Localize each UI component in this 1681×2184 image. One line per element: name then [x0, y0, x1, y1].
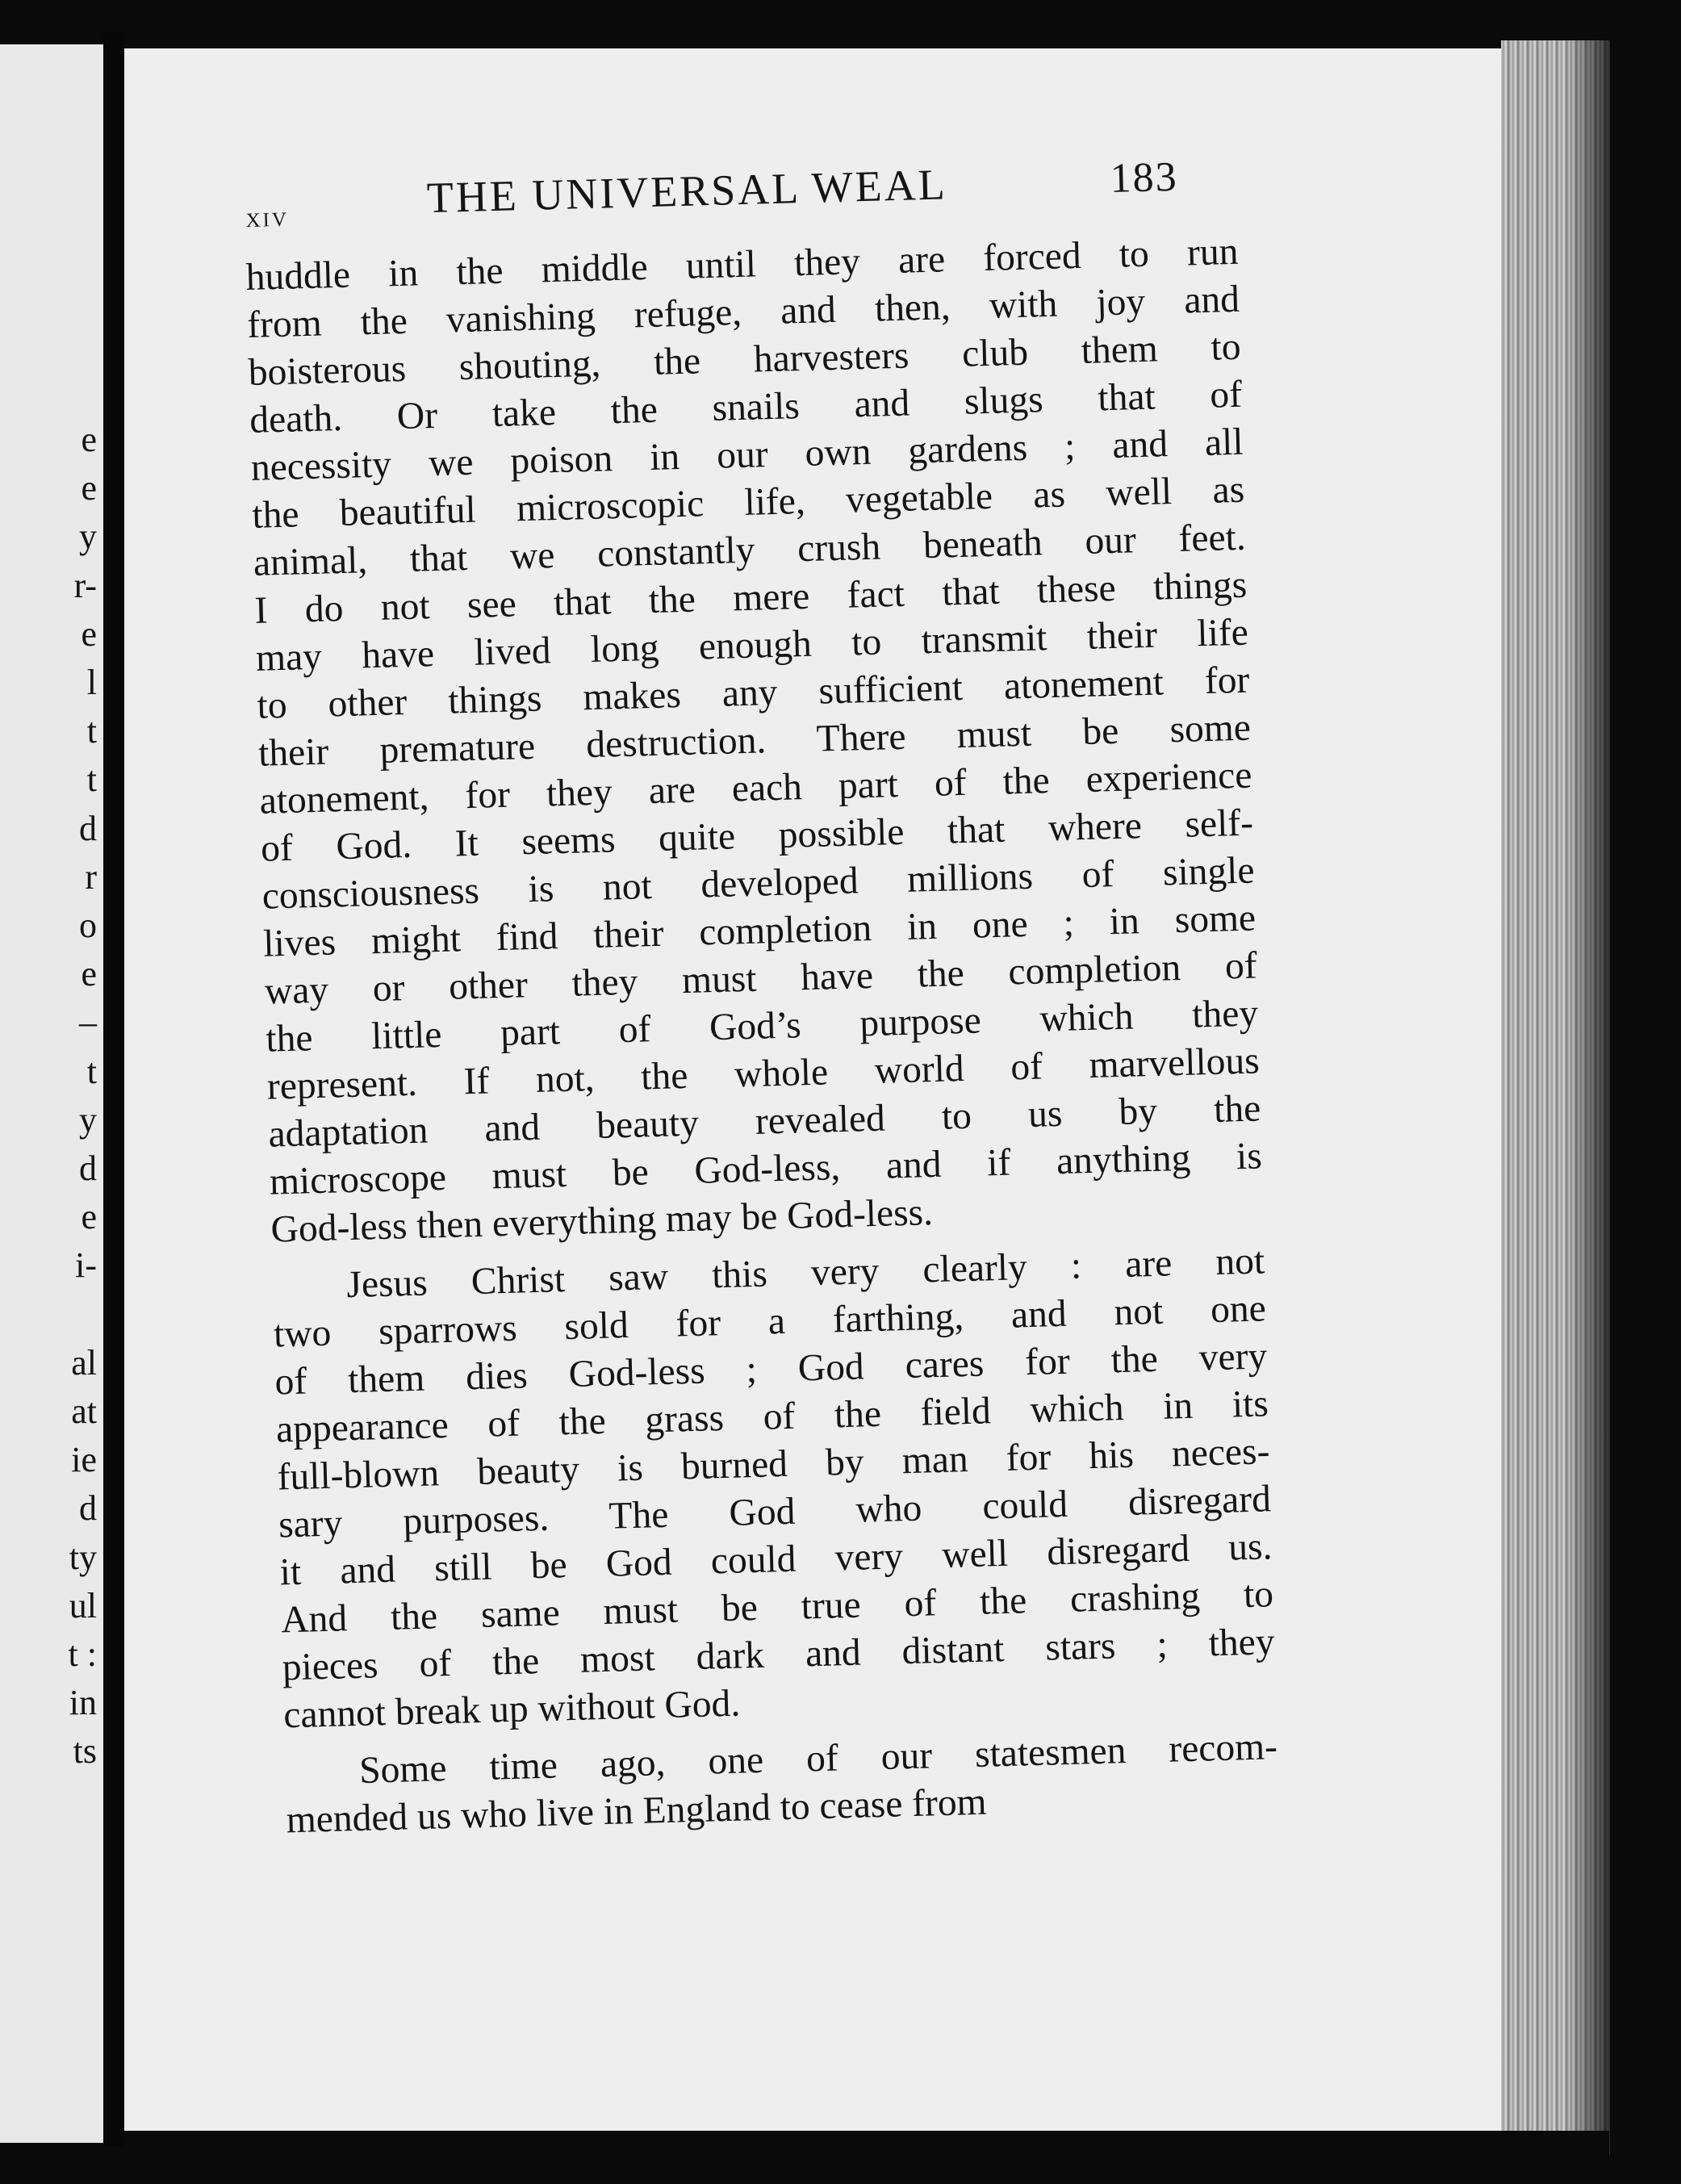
left-page-fragment: in [69, 1683, 97, 1722]
text-line: death. Or take the snails and slugs that of [249, 373, 1243, 441]
left-page-fragment: t : [68, 1634, 97, 1674]
left-page-fragment: e [81, 954, 97, 994]
book-gutter [103, 32, 124, 2147]
text-line: lives might find their completion in one ; in some [262, 897, 1257, 965]
text-line: And the same must be true of the crashing to [280, 1573, 1274, 1642]
paragraph [245, 228, 1264, 1254]
left-page-fragment: e [81, 420, 97, 459]
left-page-fragment: r- [73, 566, 97, 605]
text-line: mended us who live in England to cease from [286, 1780, 988, 1842]
text-line: Some time ago, one of our statesmen recom- [358, 1726, 1278, 1792]
text-line: pieces of the most dark and distant stars ; they [282, 1621, 1276, 1689]
paragraph [285, 1723, 1280, 1844]
text-line: the beautiful microscopic life, vegetable as well as [251, 468, 1245, 537]
text-line: sary purposes. The God who could disregard [278, 1478, 1272, 1546]
left-page-fragment: o [79, 906, 97, 945]
left-page-fragment: e [81, 1197, 97, 1236]
facing-page-left [0, 44, 103, 2143]
running-head [124, 125, 1512, 250]
left-page-fragment: l [86, 663, 97, 702]
text-line: adaptation and beauty revealed to us by the [267, 1087, 1261, 1156]
left-page-fragment: y [79, 517, 97, 556]
paragraph [272, 1237, 1277, 1739]
left-page-fragment: r [85, 857, 97, 897]
left-page-fragment: e [81, 468, 97, 508]
text-line: it and still be God could very well disregard us. [279, 1525, 1273, 1594]
left-page-fragment: d [79, 1148, 97, 1188]
text-line: necessity we poison in our own gardens ; and all [250, 420, 1244, 489]
left-page-fragment: ts [73, 1731, 97, 1771]
text-line: the little part of God’s purpose which they [265, 992, 1259, 1061]
text-line: God-less then everything may be God-less. [270, 1191, 934, 1251]
text-line: atonement, for they are each part of the experience [259, 754, 1253, 822]
text-line: represent. If not, the whole world of marvellous [266, 1040, 1261, 1108]
text-line: from the vanishing refuge, and then, with joy and [246, 278, 1240, 346]
text-line: two sparrows sold for a farthing, and not one [273, 1287, 1267, 1356]
text-line: may have lived long enough to transmit their life [255, 611, 1249, 680]
left-page-fragment: y [79, 1100, 97, 1140]
text-line: their premature destruction. There must be some [257, 706, 1252, 775]
left-page-fragment: d [79, 1488, 97, 1528]
text-line: animal, that we constantly crush beneath our feet. [253, 516, 1247, 584]
left-page-fragment: – [79, 1002, 97, 1042]
running-title: THE UNIVERSAL WEAL [426, 160, 948, 223]
chapter-number: xiv [245, 199, 290, 234]
text-line: appearance of the grass of the field which in its [275, 1383, 1269, 1451]
left-page-fragment: e [81, 614, 97, 654]
left-page-fragment: ty [69, 1538, 97, 1577]
text-line: of God. It seems quite possible that where self- [260, 801, 1254, 870]
text-line: consciousness is not developed millions of single [261, 849, 1256, 918]
text-line: microscope must be God-less, and if anything is [269, 1135, 1263, 1203]
left-page-fragment: ie [71, 1440, 97, 1479]
text-line: boisterous shouting, the harvesters club them to [248, 325, 1242, 394]
text-line: of them dies God-less ; God cares for the very [274, 1335, 1268, 1404]
text-line: to other things makes any sufficient atonement for [256, 659, 1250, 727]
bottom-shadow [124, 2131, 1609, 2184]
text-line: cannot break up without God. [282, 1682, 741, 1737]
left-page-fragment: t [86, 1052, 97, 1091]
book-page [124, 48, 1512, 2147]
left-page-fragment: ul [69, 1586, 97, 1625]
text-line: huddle in the middle until they are forced to run [245, 230, 1240, 299]
text-line: I do not see that the mere fact that these things [253, 563, 1248, 632]
left-page-fragment: al [71, 1343, 97, 1383]
page-number: 183 [1109, 153, 1179, 203]
left-page-fragment: d [79, 809, 97, 848]
left-page-fragment: at [71, 1391, 97, 1431]
page-edges [1501, 40, 1610, 2155]
body-text [245, 228, 1279, 1845]
text-line: way or other they must have the completion of [264, 944, 1258, 1013]
text-line: Jesus Christ saw this very clearly : are not [345, 1240, 1265, 1307]
left-page-fragment: i- [75, 1245, 97, 1285]
text-line: full-blown beauty is burned by man for his neces- [277, 1430, 1270, 1499]
left-page-fragment: t [86, 711, 97, 751]
left-page-fragment: t [86, 759, 97, 799]
